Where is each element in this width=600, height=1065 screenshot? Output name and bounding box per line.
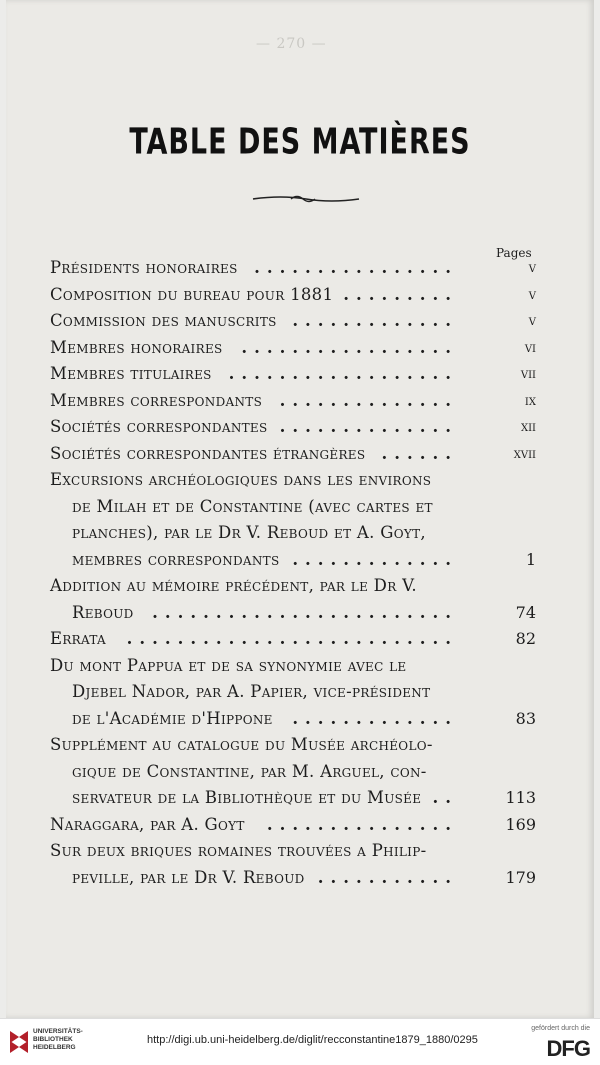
dot-leader: ......... xyxy=(343,284,458,304)
toc-entry-text: gique de Constantine, par M. Arguel, con- xyxy=(72,761,427,781)
funded-by-label: gefördert durch die xyxy=(531,1025,590,1032)
toc-page-number: 1 xyxy=(525,549,536,569)
toc-entry-text: Addition au mémoire précédent, par le Dr V. xyxy=(50,576,417,595)
toc-entry-line xyxy=(50,865,536,892)
toc-entry-text: Présidents honoraires xyxy=(50,258,238,277)
page-number: — 270 — xyxy=(256,36,327,52)
toc-entry-line xyxy=(50,812,536,839)
toc-entry xyxy=(50,414,536,441)
toc-entry-line xyxy=(50,653,536,680)
toc-page-number: vi xyxy=(524,339,536,356)
toc-page-number: 82 xyxy=(515,629,536,648)
dot-leader: ............. xyxy=(292,549,458,569)
dot-leader: .................. xyxy=(228,364,458,383)
toc-entry-line xyxy=(50,467,536,494)
toc-entry-text: servateur de la Bibliothèque et du Musée xyxy=(72,788,422,807)
toc-entry-text: Sur deux briques romaines trouvées a Philip- xyxy=(50,841,427,860)
dfg-logo: DFG xyxy=(546,1036,590,1061)
toc-entry-text: de l'Académie d'Hippone xyxy=(72,708,273,728)
toc-entry xyxy=(50,282,536,309)
toc-page-number: v xyxy=(528,313,536,329)
toc-entry-line xyxy=(50,441,536,468)
toc-entry-line xyxy=(50,785,536,812)
toc-entry-line xyxy=(50,706,536,733)
toc-page-number: 169 xyxy=(505,814,536,834)
toc-page-number: ix xyxy=(524,392,536,409)
toc-entry-text: Membres correspondants xyxy=(50,390,263,410)
dot-leader: ................. xyxy=(241,337,458,357)
toc-entry-text: Commission des manuscrits xyxy=(50,311,277,330)
toc-page-number: xii xyxy=(520,419,536,435)
pages-column-label: Pages xyxy=(496,246,532,260)
toc-page-number: vii xyxy=(520,366,536,382)
toc-entry-line xyxy=(50,335,536,362)
toc-entry-line xyxy=(50,600,536,627)
toc-entry-text: Excursions archéologiques dans les environs xyxy=(50,470,432,489)
document-url-link[interactable]: http://digi.ub.uni-heidelberg.de/diglit/recconstantine1879_1880/0295 xyxy=(147,1034,478,1046)
dot-leader: .......................... xyxy=(126,629,458,648)
toc-entry xyxy=(50,467,536,573)
toc-page-number: 179 xyxy=(505,867,536,887)
toc-entry-line xyxy=(50,547,536,574)
toc-entry-line xyxy=(50,361,536,388)
toc-page-number: 83 xyxy=(515,708,536,728)
toc-page-number: 74 xyxy=(515,602,536,622)
toc-page-number: v xyxy=(528,260,536,276)
toc-entry-text: Du mont Pappua et de sa synonymie avec le xyxy=(50,655,407,675)
toc-page-number: xvii xyxy=(513,445,536,462)
toc-entry-line xyxy=(50,494,536,521)
library-name: UNIVERSITÄTS- BIBLIOTHEK HEIDELBERG xyxy=(33,1028,83,1051)
toc-entry-text: peville, par le Dr V. Reboud xyxy=(72,867,305,887)
dot-leader: .............. xyxy=(279,417,458,436)
toc-entry-line xyxy=(50,759,536,786)
toc-entry xyxy=(50,308,536,335)
toc-entry-text: Djebel Nador, par A. Papier, vice-président xyxy=(72,682,431,701)
toc-entry-text: Sociétés correspondantes xyxy=(50,417,268,436)
toc-entry-text: Membres titulaires xyxy=(50,364,212,383)
toc-entry-line xyxy=(50,414,536,441)
toc-entry-text: Membres honoraires xyxy=(50,337,223,357)
toc-entry-text: Naraggara, par A. Goyt xyxy=(50,814,245,834)
toc-entry-line xyxy=(50,732,536,759)
toc-entry-text: Reboud xyxy=(72,602,134,622)
dot-leader: ............. xyxy=(292,708,458,728)
toc-entry xyxy=(50,732,536,812)
page-title: TABLE DES MATIÈRES xyxy=(129,121,471,164)
toc-entry xyxy=(50,653,536,733)
toc-entry xyxy=(50,626,536,653)
toc-entry-line xyxy=(50,626,536,653)
toc-entry-line xyxy=(50,573,536,600)
toc-entry-line xyxy=(50,282,536,309)
toc-page-number: v xyxy=(528,286,536,303)
toc-entry-text: Sociétés correspondantes étrangères xyxy=(50,443,366,463)
toc-entry xyxy=(50,335,536,362)
toc-entry xyxy=(50,573,536,626)
dot-leader: ...... xyxy=(381,443,458,463)
toc-entry-line xyxy=(50,679,536,706)
dot-leader: ................ xyxy=(254,258,458,277)
toc-entry-line xyxy=(50,520,536,547)
toc-entry xyxy=(50,388,536,415)
toc-entry-text: Supplément au catalogue du Musée archéolo- xyxy=(50,735,433,754)
toc-entry xyxy=(50,838,536,891)
toc-entry-line xyxy=(50,308,536,335)
university-library-logo-icon xyxy=(8,1027,30,1055)
toc-entry-text: membres correspondants xyxy=(72,549,280,569)
toc-entry-line xyxy=(50,838,536,865)
toc-entry-text: Composition du bureau pour 1881 xyxy=(50,284,334,304)
toc-entry xyxy=(50,255,536,282)
footer-bar xyxy=(0,1018,600,1065)
toc-entry xyxy=(50,812,536,839)
dot-leader: ........... xyxy=(317,867,458,887)
document-page xyxy=(6,0,594,1018)
ornament-divider-icon xyxy=(251,193,361,205)
dot-leader: ........................ xyxy=(152,602,458,622)
toc-page-number: 113 xyxy=(505,788,536,807)
toc-entry-text: planches), par le Dr V. Reboud et A. Goyt, xyxy=(72,523,426,542)
toc-entry-text: Errata xyxy=(50,629,106,648)
dot-leader: .............. xyxy=(279,390,458,410)
dot-leader: ............... xyxy=(266,814,458,834)
toc-entry xyxy=(50,441,536,468)
dot-leader: ............. xyxy=(292,311,458,330)
toc-entry-text: de Milah et de Constantine (avec cartes et xyxy=(72,496,433,516)
toc-entry-line xyxy=(50,388,536,415)
toc-entry xyxy=(50,361,536,388)
toc-entry-line xyxy=(50,255,536,282)
dot-leader: .. xyxy=(432,788,458,807)
